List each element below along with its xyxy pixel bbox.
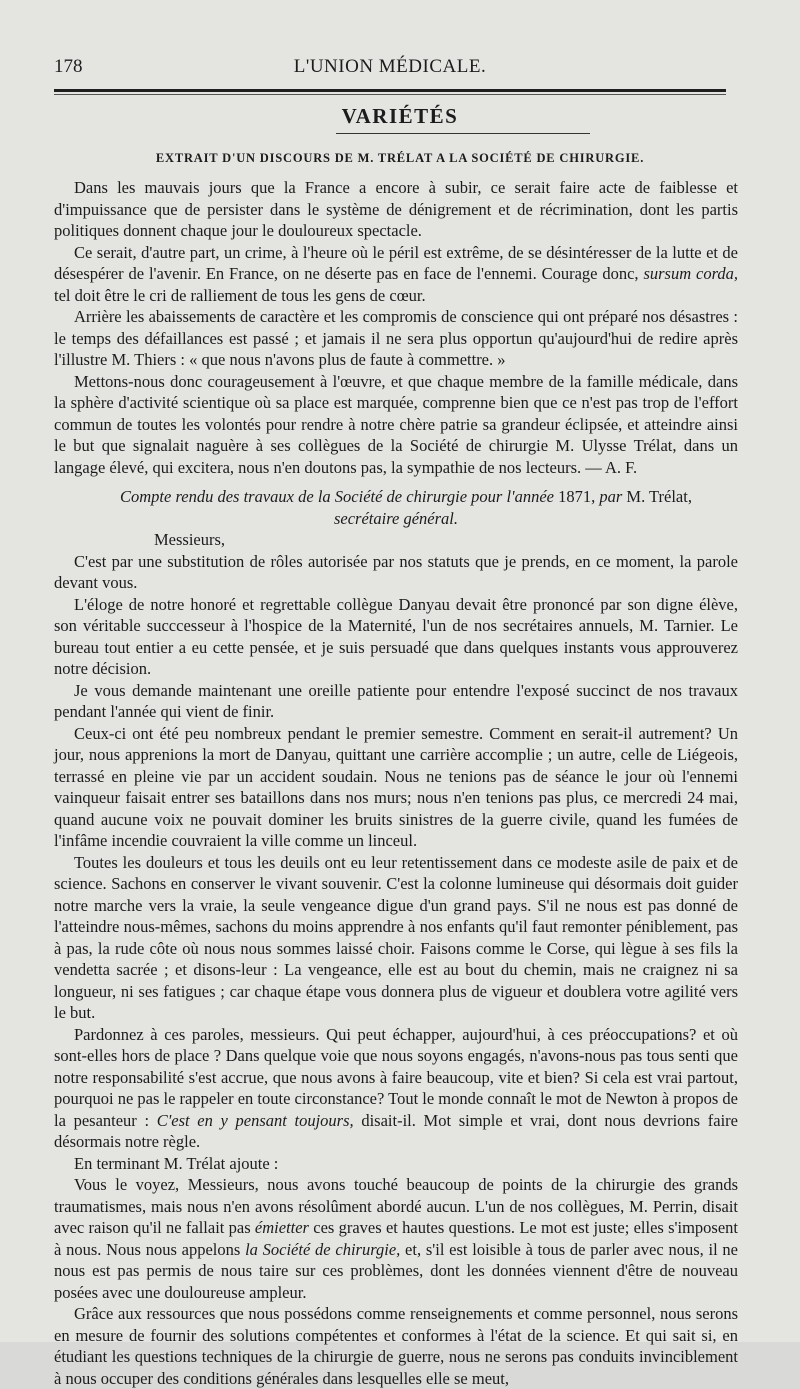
paragraph: Grâce aux ressources que nous possédons comme renseignements et comme personnel, nous serons en mesure de fournir des solutions compétentes et conformes à l'état de la science. Et qui sait si, en étudiant les questions techniques de la chirurgie de guerre, nous ne serons pas conduits invinciblement à nous occuper des conditions générales dans lesquelles elle se meut, <box>54 1304 738 1388</box>
paragraph: En terminant M. Trélat ajoute : <box>74 1153 279 1173</box>
running-header <box>54 56 726 86</box>
intro-block <box>54 177 738 478</box>
paragraph: L'éloge de notre honoré et regrettable collègue Danyau devait être prononcé par son digne élève, son véritable succcesseur à l'hospice de la Maternité, l'un de nos secrétaires annuels, M. Tarnier. Le bureau tout entier a eu cette pensée, et je suis persuadé que dans quelques instants vous approuverez notre décision. <box>54 594 738 678</box>
paragraph: Ce serait, d'autre part, un crime, à l'heure où le péril est extrême, de se désintéresser de la lutte et de désespérer de l'avenir. En France, on ne déserte pas en face de l'ennemi. Courage donc, sursum corda, tel doit être le cri de ralliement de tous les gens de cœur. <box>54 242 738 305</box>
italic-quote: C'est en y pensant toujours, <box>156 1110 354 1130</box>
paragraph: C'est par une substitution de rôles autorisée par nos statuts que je prends, en ce moment, la parole devant vous. <box>54 551 738 592</box>
italic-phrase: la Société de chirurgie, <box>245 1239 401 1259</box>
paragraph: Pardonnez à ces paroles, messieurs. Qui peut échapper, aujourd'hui, à ces préoccupations? et où sont-elles hors de place ? Dans quelque voie que nous soyons engagés, n'avons-nous pas tous senti que notre responsabilité s'est accrue, que nous avons à faire beaucoup, vite et bien? Si cela est vrai partout, pourquoi ne pas le rappeler en toute circonstance? Tout le monde connaît le mot de Newton à propos de la pesanteur : C'est en y pensant toujours, disait-il. Mot simple et vrai, dont nous devrions faire désormais notre règle. <box>54 1024 738 1151</box>
section-subtitle: EXTRAIT D'UN DISCOURS DE M. TRÉLAT A LA SOCIÉTÉ DE CHIRURGIE. <box>155 151 645 165</box>
paragraph: Je vous demande maintenant une oreille patiente pour entendre l'exposé succinct de nos travaux pendant l'année qui vient de finir. <box>54 680 738 721</box>
header-rule-thin <box>54 94 726 95</box>
paragraph: Ceux-ci ont été peu nombreux pendant le premier semestre. Comment en serait-il autrement? Un jour, nous apprenions la mort de Danyau, quittant une carrière accomplie ; un autre, celle de Liégeois, terrassé en pleine vie par un accident soudain. Nous ne tenions pas de séance le jour où l'ennemi vainqueur faisait entrer ses bataillons dans nos murs; nous n'en tenions pas plus, ce mercredi 24 mai, quand aucune voix ne pouvait dominer les bruits sinistres de la guerre civile, quand les fumées de l'infâme incendie couvraient la ville comme un linceul. <box>54 723 738 850</box>
report-block <box>54 486 738 1389</box>
section-title: VARIÉTÉS <box>341 104 459 128</box>
page-number: 178 <box>54 56 83 77</box>
section-rule <box>336 133 590 134</box>
italic-phrase: sursum corda, <box>643 264 738 283</box>
paragraph: Vous le voyez, Messieurs, nous avons touché beaucoup de points de la chirurgie des grands traumatismes, mais nous n'en avons résolûment abordé aucun. L'un de nos collègues, M. Perrin, disait avec raison qu'il ne fallait pas émietter ces graves et hautes questions. Le mot est juste; elles s'imposent à nous. Nous nous appelons la Société de chirurgie, et, s'il est loisible à tous de parler avec nous, il ne nous est pas permis de nous taire sur ces problèmes, dont les données viennent d'être de nouveau posées avec une douloureuse ampleur. <box>54 1175 738 1302</box>
report-title: Compte rendu des travaux de la Société de chirurgie pour l'année 1871, par M. Trélat, secrétaire général. <box>120 487 692 528</box>
paragraph: Arrière les abaissements de caractère et les compromis de conscience qui ont préparé nos désastres : le temps des défaillances est passé ; et jamais il ne sera plus opportun qu'aujourd'hui de redire après l'illustre M. Thiers : « que nous n'avons plus de faute à commettre. » <box>54 307 738 369</box>
paragraph: Toutes les douleurs et tous les deuils ont eu leur retentissement dans ce modeste asile de paix et de science. Sachons en conserver le vivant souvenir. C'est la colonne lumineuse qui désormais doit guider notre marche vers la vraie, la seule vengeance digue d'un grand pays. S'il ne nous est pas donné de l'atteindre nous-mêmes, sachons du moins apprendre à nos enfants qu'il faut remonter péniblement, pas à pas, la rude côte où nous nous sommes laissé choir. Faisons comme le Corse, qui lègue à ses fils la vendetta sacrée ; et disons-leur : La vengeance, elle est au bout du chemin, mais ne craignez ni sa longueur, ni ses fatigues ; car chaque étape vous donnera plus de vigueur et doublera votre agilité vers le but. <box>54 852 738 1022</box>
running-title: L'UNION MÉDICALE. <box>293 56 487 77</box>
paragraph: Dans les mauvais jours que la France a encore à subir, ce serait faire acte de faiblesse et d'impuissance que de persister dans le système de dénigrement et de récrimination, dont les partis politiques donnent chaque jour le douloureux spectacle. <box>54 178 738 240</box>
italic-word: émietter <box>254 1218 309 1237</box>
header-rule <box>54 89 726 92</box>
paragraph: Mettons-nous donc courageusement à l'œuvre, et que chaque membre de la famille médicale, dans la sphère d'activité scientique où sa place est marquée, comprenne bien que ce n'est pas trop de l'effort commun de toutes les volontés pour rendre à notre chère patrie sa grandeur éclipsée, et atteindre ainsi le but que signalait naguère à ses collègues de la Société de chirurgie M. Ulysse Trélat, dans un langage élevé, qui excitera, nous n'en doutons pas, la sympathie de nos lecteurs. — A. F. <box>54 371 738 477</box>
salutation: Messieurs, <box>154 530 226 549</box>
